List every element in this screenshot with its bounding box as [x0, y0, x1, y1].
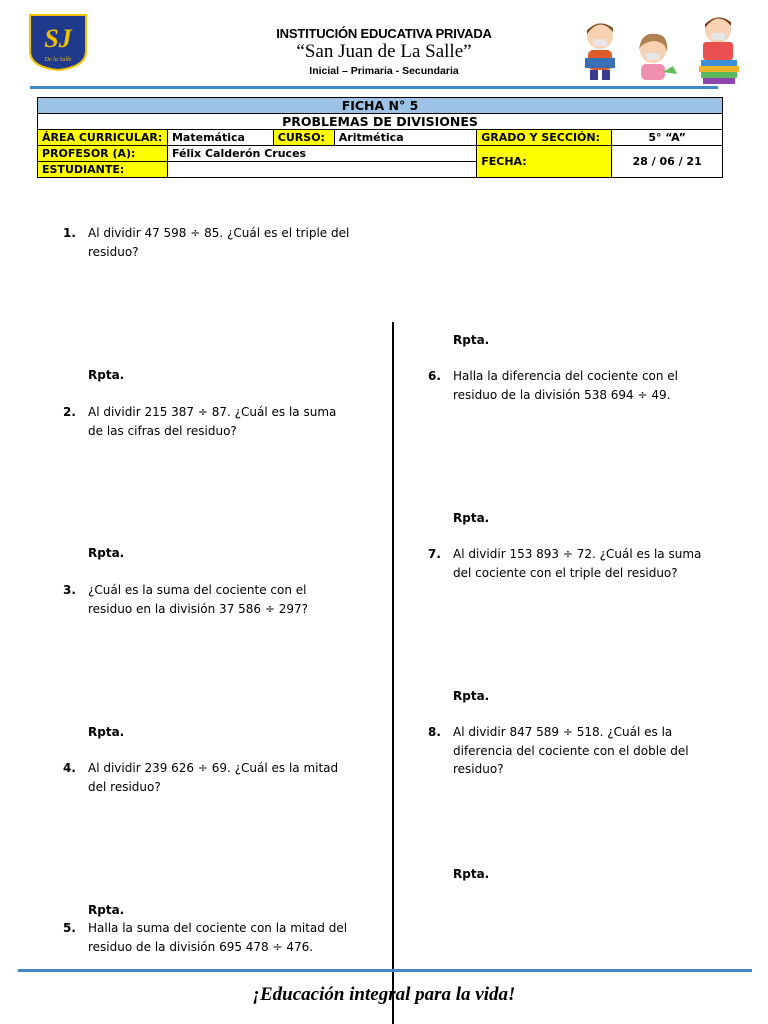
question-text: Al dividir 239 626 ÷ 69. ¿Cuál es la mitad [88, 761, 339, 775]
question-text: Al dividir 847 589 ÷ 518. ¿Cuál es la [453, 725, 673, 739]
answer-label: Rpta. [453, 511, 490, 525]
question-text: Halla la diferencia del cociente con el [453, 369, 679, 383]
grado-value: 5° “A” [612, 130, 723, 146]
question-text: Al dividir 47 598 ÷ 85. ¿Cuál es el triple del [88, 226, 350, 240]
logo-subtext: De la Salle [44, 57, 72, 63]
question-text: residuo en la división 37 586 ÷ 297? [88, 601, 309, 616]
answer-label: Rpta. [453, 867, 490, 881]
answer-label: Rpta. [453, 689, 490, 703]
answer-label: Rpta. [88, 903, 125, 917]
worksheet-number: FICHA N° 5 [38, 98, 723, 114]
question-text: del residuo? [88, 779, 161, 794]
question-text: diferencia del cociente con el doble del [453, 743, 689, 758]
question-text: residuo? [453, 762, 504, 776]
curso-value: Aritmética [334, 130, 477, 146]
fecha-value: 28 / 06 / 21 [612, 146, 723, 178]
area-value: Matemática [167, 130, 273, 146]
question-text: del cociente con el triple del residuo? [453, 565, 678, 580]
question-number: 3. [63, 583, 76, 597]
question-text: residuo de la división 538 694 ÷ 49. [453, 387, 671, 402]
institution-label: INSTITUCIÓN EDUCATIVA PRIVADA [276, 26, 492, 41]
school-name: “San Juan de La Salle” [296, 41, 472, 62]
question-text: Al dividir 215 387 ÷ 87. ¿Cuál es la suma [88, 405, 337, 419]
question-number: 7. [428, 547, 441, 561]
curso-label: CURSO: [273, 130, 334, 146]
answer-label: Rpta. [88, 725, 125, 739]
column-divider [392, 322, 394, 1024]
question-number: 1. [63, 226, 76, 240]
question-text: ¿Cuál es la suma del cociente con el [88, 583, 307, 597]
school-levels: Inicial – Primaria - Secundaria [309, 65, 459, 77]
footer-divider [18, 969, 752, 972]
fecha-label: FECHA: [477, 146, 612, 178]
area-label: ÁREA CURRICULAR: [38, 130, 168, 146]
question-text: Halla la suma del cociente con la mitad del [88, 921, 348, 935]
question-number: 2. [63, 405, 76, 419]
profesor-label: PROFESOR (A): [38, 146, 168, 162]
question-text: residuo? [88, 244, 139, 259]
footer-motto: ¡Educación integral para la vida! [252, 984, 516, 1005]
question-number: 5. [63, 921, 76, 935]
question-text: de las cifras del residuo? [88, 423, 237, 438]
estudiante-label: ESTUDIANTE: [38, 162, 168, 178]
question-number: 4. [63, 761, 76, 775]
children-reading-illustration [575, 6, 750, 86]
question-number: 8. [428, 725, 441, 739]
worksheet-info-table [37, 97, 723, 178]
profesor-value: Félix Calderón Cruces [167, 146, 476, 162]
logo-text: SJ [44, 24, 72, 53]
estudiante-field[interactable] [167, 162, 476, 178]
answer-label: Rpta. [88, 546, 125, 560]
answer-label: Rpta. [88, 368, 125, 382]
header-divider [30, 86, 718, 89]
question-number: 6. [428, 369, 441, 383]
worksheet-title: PROBLEMAS DE DIVISIONES [38, 114, 723, 130]
question-text: residuo de la división 695 478 ÷ 476. [88, 939, 314, 954]
question-text: Al dividir 153 893 ÷ 72. ¿Cuál es la suma [453, 547, 702, 561]
answer-label: Rpta. [453, 333, 490, 347]
grado-label: GRADO Y SECCIÓN: [477, 130, 612, 146]
